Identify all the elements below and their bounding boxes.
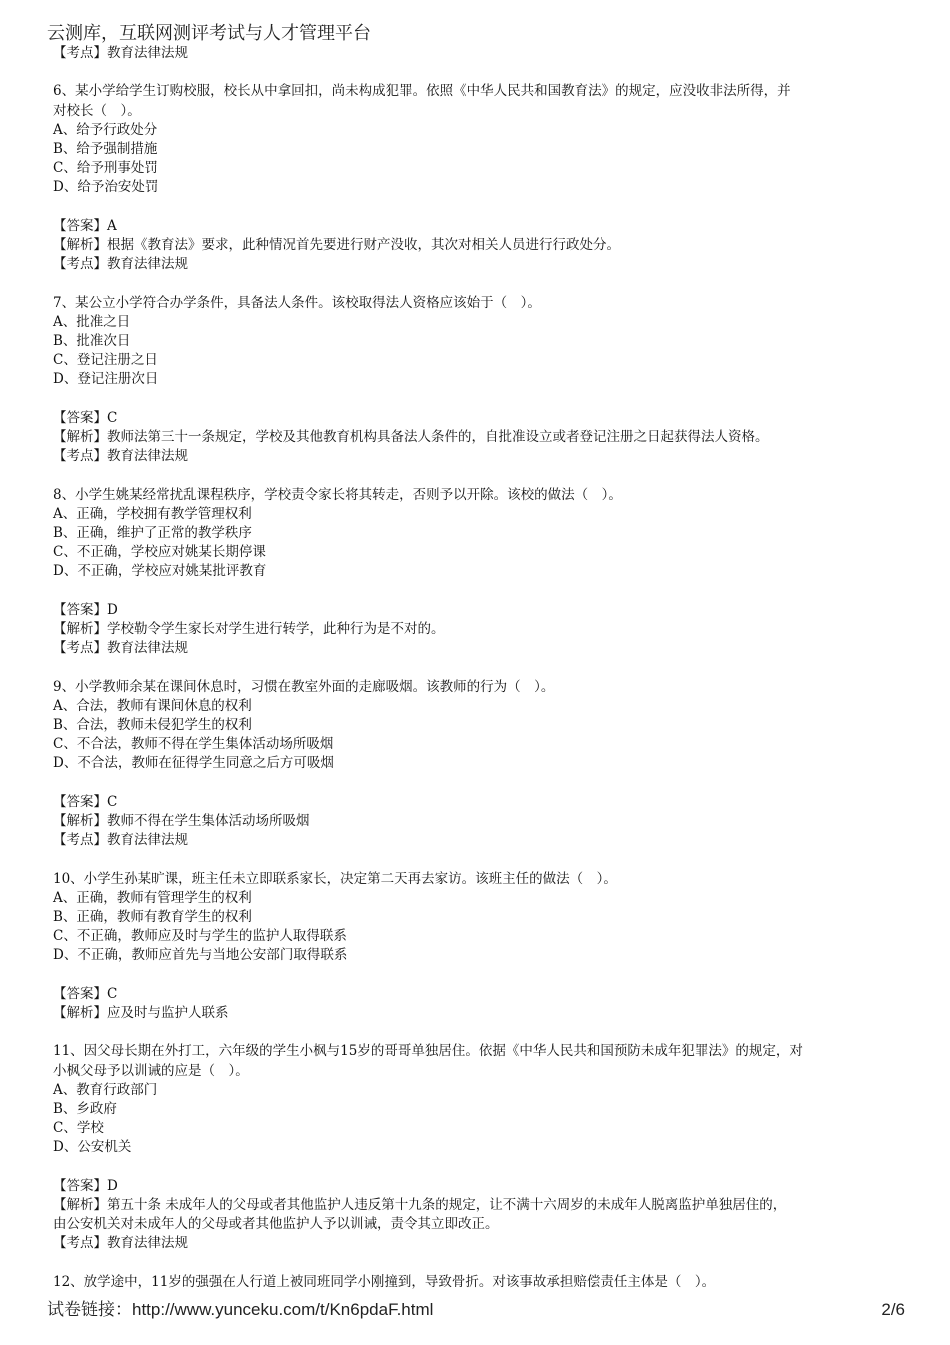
- answer-key: 【答案】D: [53, 601, 118, 618]
- paper-link-label: 试卷链接：: [47, 1300, 132, 1320]
- answer-option: D、不正确，教师应首先与当地公安部门取得联系: [53, 947, 348, 964]
- spacer: [53, 274, 913, 293]
- spacer: [53, 774, 913, 793]
- spacer: [53, 198, 913, 217]
- answer-option: C、不合法，教师不得在学生集体活动场所吸烟: [53, 736, 334, 753]
- question-stem: 10、小学生孙某旷课，班主任未立即联系家长，决定第二天再去家访。该班主任的做法（ ）。: [53, 870, 617, 887]
- answer-option: D、给予治安处罚: [53, 179, 159, 196]
- spacer: [53, 1254, 913, 1273]
- question-list: [53, 44, 913, 1292]
- question-stem: 6、某小学给学生订购校服，校长从中拿回扣，尚未构成犯罪。依照《中华人民共和国教育法》的规定，应没收非法所得，并: [53, 83, 791, 100]
- spacer: [53, 582, 913, 601]
- knowledge-point: 【考点】教育法律法规: [53, 256, 188, 273]
- answer-option: A、正确，学校拥有教学管理权利: [53, 505, 252, 522]
- knowledge-point: 【考点】教育法律法规: [53, 832, 188, 849]
- answer-option: B、给予强制措施: [53, 141, 158, 157]
- answer-analysis: 【解析】学校勒令学生家长对学生进行转学，此种行为是不对的。: [53, 621, 445, 637]
- spacer: [53, 1023, 913, 1042]
- answer-option: B、批准次日: [53, 333, 131, 349]
- answer-analysis: 【解析】教师不得在学生集体活动场所吸烟: [53, 813, 310, 829]
- site-header-title: 云测库，互联网测评考试与人才管理平台: [47, 23, 371, 44]
- answer-key: 【答案】D: [53, 1177, 118, 1194]
- answer-option: C、登记注册之日: [53, 352, 158, 369]
- answer-option: A、正确，教师有管理学生的权利: [53, 889, 252, 906]
- answer-key: 【答案】C: [53, 793, 118, 810]
- answer-analysis: 【解析】教师法第三十一条规定，学校及其他教育机构具备法人条件的，自批准设立或者登记注册之日起获得法人资格。: [53, 429, 769, 445]
- answer-option: A、批准之日: [53, 313, 131, 330]
- spacer: [53, 966, 913, 985]
- answer-option: A、给予行政处分: [53, 121, 158, 138]
- question-stem: 12、放学途中，11岁的强强在人行道上被同班同学小刚撞到，导致骨折。对该事故承担赔偿责任主体是（ ）。: [53, 1273, 716, 1290]
- answer-option: B、合法，教师未侵犯学生的权利: [53, 717, 252, 733]
- answer-option: C、给予刑事处罚: [53, 160, 158, 177]
- spacer: [53, 658, 913, 677]
- answer-analysis: 【解析】应及时与监护人联系: [53, 1005, 229, 1021]
- knowledge-point: 【考点】教育法律法规: [53, 448, 188, 465]
- spacer: [53, 1158, 913, 1177]
- answer-option: A、教育行政部门: [53, 1081, 158, 1098]
- answer-option: D、不正确，学校应对姚某批评教育: [53, 563, 267, 580]
- answer-option: A、合法，教师有课间休息的权利: [53, 697, 252, 714]
- answer-analysis: 【解析】根据《教育法》要求，此种情况首先要进行财产没收，其次对相关人员进行行政处分。: [53, 237, 620, 253]
- page-number: 2/6: [881, 1300, 905, 1319]
- answer-option: D、登记注册次日: [53, 371, 159, 388]
- answer-analysis: 【解析】第五十条 未成年人的父母或者其他监护人违反第十九条的规定，让不满十六周岁的未成年人脱离监护单独居住的，: [53, 1197, 787, 1213]
- answer-key: 【答案】C: [53, 409, 118, 426]
- spacer: [53, 466, 913, 485]
- answer-key: 【答案】A: [53, 217, 117, 234]
- answer-option: C、学校: [53, 1120, 104, 1137]
- question-stem: 9、小学教师余某在课间休息时，习惯在教室外面的走廊吸烟。该教师的行为（ ）。: [53, 678, 555, 695]
- answer-key: 【答案】C: [53, 985, 118, 1002]
- answer-option: B、正确，教师有教育学生的权利: [53, 909, 252, 925]
- page-footer: [47, 1298, 905, 1322]
- spacer: [53, 850, 913, 869]
- knowledge-point: 【考点】教育法律法规: [53, 45, 188, 61]
- paper-link: [47, 1298, 433, 1322]
- spacer: [53, 390, 913, 409]
- knowledge-point: 【考点】教育法律法规: [53, 640, 188, 657]
- question-stem: 8、小学生姚某经常扰乱课程秩序，学校责令家长将其转走，否则予以开除。该校的做法（ ）。: [53, 486, 622, 503]
- question-stem: 11、因父母长期在外打工，六年级的学生小枫与15岁的哥哥单独居住。依据《中华人民共和国预防未成年犯罪法》的规定，对: [53, 1043, 803, 1060]
- knowledge-point: 【考点】教育法律法规: [53, 1235, 188, 1252]
- answer-option: C、不正确，教师应及时与学生的监护人取得联系: [53, 928, 347, 945]
- question-stem: 小枫父母予以训诫的应是（ ）。: [53, 1062, 249, 1079]
- paper-link-url[interactable]: http://www.yunceku.com/t/Kn6pdaF.html: [132, 1300, 434, 1319]
- question-stem: 7、某公立小学符合办学条件，具备法人条件。该校取得法人资格应该始于（ ）。: [53, 294, 541, 311]
- answer-option: B、正确，维护了正常的教学秩序: [53, 525, 252, 541]
- answer-option: B、乡政府: [53, 1101, 117, 1117]
- question-stem: 对校长（ ）。: [53, 102, 141, 119]
- answer-option: D、公安机关: [53, 1139, 132, 1156]
- answer-option: C、不正确，学校应对姚某长期停课: [53, 544, 266, 561]
- answer-option: D、不合法，教师在征得学生同意之后方可吸烟: [53, 755, 334, 772]
- answer-analysis: 由公安机关对未成年人的父母或者其他监护人予以训诫，责令其立即改正。: [53, 1216, 499, 1233]
- spacer: [53, 63, 913, 82]
